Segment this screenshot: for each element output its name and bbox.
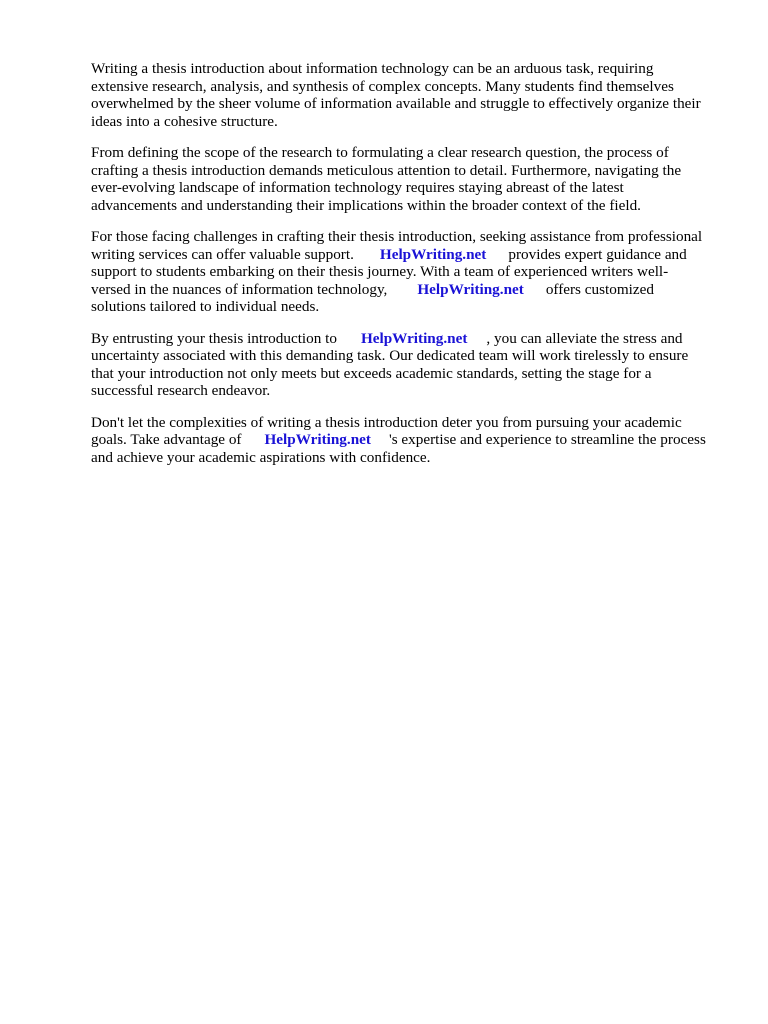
text-line: ideas into a cohesive structure. xyxy=(91,112,278,130)
text-segment: , you can alleviate the stress and xyxy=(486,329,683,347)
helpwriting-link[interactable]: HelpWriting.net xyxy=(417,280,524,298)
paragraph-2 xyxy=(91,144,731,214)
text-line: successful research endeavor. xyxy=(91,382,271,399)
text-line: and achieve your academic aspirations with confidence. xyxy=(91,448,431,466)
text-line xyxy=(91,281,731,299)
text-line: overwhelmed by the sheer volume of information available and struggle to effectively organize their xyxy=(91,95,701,112)
paragraph-1 xyxy=(91,60,731,130)
text-segment: versed in the nuances of information technology, xyxy=(91,280,388,298)
text-line: Don't let the complexities of writing a thesis introduction deter you from pursuing your academic xyxy=(91,413,682,431)
text-line: that your introduction not only meets but exceeds academic standards, setting the stage for a xyxy=(91,364,652,382)
text-line xyxy=(91,431,731,449)
text-segment: goals. Take advantage of xyxy=(91,431,242,448)
text-line: From defining the scope of the research to formulating a clear research question, the process of xyxy=(91,144,669,161)
helpwriting-link[interactable]: HelpWriting.net xyxy=(264,431,371,448)
text-segment: writing services can offer valuable support. xyxy=(91,245,354,263)
text-segment: offers customized xyxy=(545,280,654,298)
text-line: advancements and understanding their implications within the broader context of the field. xyxy=(91,196,641,214)
text-line: Writing a thesis introduction about information technology can be an arduous task, requiring xyxy=(91,60,654,77)
text-line: For those facing challenges in crafting their thesis introduction, seeking assistance from professional xyxy=(91,228,703,245)
paragraph-4 xyxy=(91,330,731,400)
text-line: ever-evolving landscape of information technology requires staying abreast of the latest xyxy=(91,179,624,196)
text-segment: By entrusting your thesis introduction to xyxy=(91,329,337,347)
text-line: support to students embarking on their thesis journey. With a team of experienced writers well- xyxy=(91,263,669,280)
text-line xyxy=(91,330,731,348)
text-segment: 's expertise and experience to streamline the process xyxy=(388,431,706,448)
paragraph-3 xyxy=(91,228,731,316)
document-body xyxy=(91,60,731,480)
paragraph-5 xyxy=(91,414,731,467)
helpwriting-link[interactable]: HelpWriting.net xyxy=(379,245,487,263)
text-line xyxy=(91,246,731,264)
text-segment: provides expert guidance and xyxy=(508,245,687,263)
text-line: crafting a thesis introduction demands meticulous attention to detail. Furthermore, navigating the xyxy=(91,161,682,179)
text-line: extensive research, analysis, and synthesis of complex concepts. Many students find themselves xyxy=(91,77,674,95)
helpwriting-link[interactable]: HelpWriting.net xyxy=(360,329,468,347)
text-line: solutions tailored to individual needs. xyxy=(91,298,320,315)
text-line: uncertainty associated with this demanding task. Our dedicated team will work tirelessly to ensure xyxy=(91,347,689,364)
